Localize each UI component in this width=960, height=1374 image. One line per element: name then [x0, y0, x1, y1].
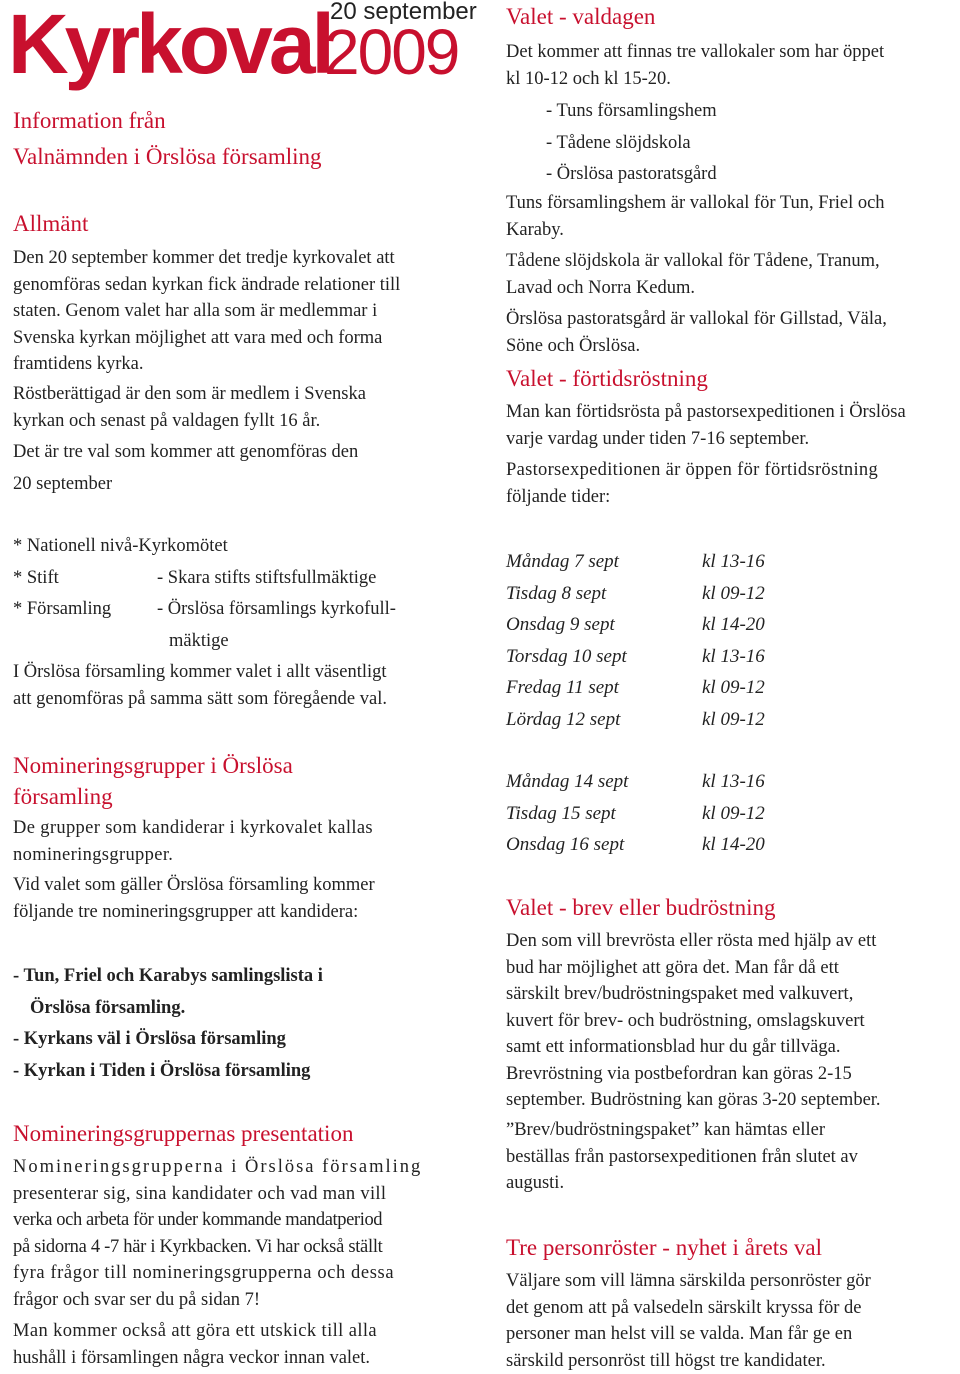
info-heading: Information från	[13, 108, 166, 133]
fortid-paragraph-1: Man kan förtidsrösta på pastorsexpeditionen i Örslösa varje vardag under tiden 7-16 september.	[506, 402, 906, 449]
level-row: * Stift - Skara stifts stiftsfullmäktige	[13, 567, 377, 588]
brev-heading: Valet - brev eller budröstning	[506, 895, 776, 920]
logo-word: Kyrkoval	[8, 0, 331, 91]
table-row: Onsdag 16 sept kl 14-20	[506, 834, 765, 855]
list-item: - Tuns församlingshem	[546, 101, 717, 121]
list-item: - Kyrkans väl i Örslösa församling	[13, 1029, 286, 1049]
table-row: Torsdag 10 sept kl 13-16	[506, 645, 765, 667]
pres-heading: Nomineringsgruppernas presentation	[13, 1121, 354, 1146]
valdagen-intro: Det kommer att finnas tre vallokaler som har öppet kl 10-12 och kl 15-20.	[506, 42, 885, 89]
table-row: Tisdag 15 sept kl 09-12	[506, 802, 765, 824]
levels-list: * Nationell nivå-Kyrkomötet * Stift - Skara stifts stiftsfullmäktige * Församling - Örslösa församlings kyrkofull- mäktige	[13, 533, 229, 654]
list-item: Örslösa församling.	[30, 997, 186, 1018]
valdagen-tadene: Tådene slöjdskola är vallokal för Tådene, Tranum, Lavad och Norra Kedum.	[506, 251, 880, 298]
schedule-week-1	[506, 546, 765, 735]
list-item: - Örslösa pastoratsgård	[546, 164, 717, 184]
list-item: - Kyrkan i Tiden i Örslösa församling	[13, 1060, 311, 1081]
allmant-heading: Allmänt	[13, 211, 89, 236]
brev-paragraph-2: ”Brev/budröstningspaket” kan hämtas eller beställas från pastorsexpeditionen från slutet av augusti.	[506, 1120, 858, 1193]
logo	[0, 0, 480, 95]
level-row: * Församling - Örslösa församlings kyrkofull-	[13, 599, 396, 619]
table-row: Tisdag 8 sept kl 09-12	[506, 582, 765, 604]
table-row: Fredag 11 sept kl 09-12	[506, 677, 765, 698]
table-row: Lördag 12 sept kl 09-12	[506, 708, 765, 730]
pres-paragraph-2: Man kommer också att göra ett utskick till alla hushåll i församlingen några veckor innan valet.	[13, 1321, 378, 1368]
allmant-paragraph-3: Det är tre val som kommer att genomföras den 20 september	[13, 442, 359, 494]
level-row: * Nationell nivå-Kyrkomötet	[13, 536, 228, 556]
person-heading: Tre personröster - nyhet i årets val	[506, 1235, 822, 1260]
allmant-paragraph-1: Den 20 september kommer det tredje kyrkovalet att genomföras sedan kyrkan fick ändrade relationer till staten. Genom valet har alla som är medlemmar i Svenska kyrkan möjlighet att vara med och forma framtidens kyrka.	[13, 248, 401, 374]
nom-groups-list	[13, 961, 323, 1087]
valdagen-tun: Tuns församlingshem är vallokal för Tun, Friel och Karaby.	[506, 193, 885, 240]
valdagen-orslosa: Örslösa pastoratsgård är vallokal för Gillstad, Väla, Söne och Örslösa.	[506, 309, 887, 356]
pres-paragraph-1: Nomineringsgrupperna i Örslösa församling presenterar sig, sina kandidater och vad man vill verka och arbeta för under kommande mandatperiod på sidorna 4 -7 här i Kyrkbacken. Vi har också ställt fyra frågor till nomineringsgrupperna och dessa frågor och svar ser du på sidan 7!	[13, 1157, 423, 1310]
schedule-week-2	[506, 766, 765, 861]
info-heading-line2: Valnämnden i Örslösa församling	[13, 144, 322, 169]
logo-date: 20 september	[330, 0, 477, 25]
table-row: Måndag 14 sept kl 13-16	[506, 771, 765, 792]
nom-heading: Nomineringsgrupper i Örslösa församling	[13, 753, 293, 809]
table-row: Onsdag 9 sept kl 14-20	[506, 614, 765, 635]
list-item: - Tådene slöjdskola	[546, 132, 691, 153]
allmant-paragraph-2: Röstberättigad är den som är medlem i Svenska kyrkan och senast på valdagen fyllt 16 år.	[13, 384, 366, 431]
fortid-heading: Valet - förtidsröstning	[506, 366, 708, 391]
nom-paragraph-2: Vid valet som gäller Örslösa församling kommer följande tre nomineringsgrupper att kandidera:	[13, 875, 375, 922]
logo-year: 2009	[324, 16, 459, 88]
allmant-paragraph-4: I Örslösa församling kommer valet i allt väsentligt att genomföras på samma sätt som föregående val.	[13, 662, 387, 709]
fortid-paragraph-2: Pastorsexpeditionen är öppen för förtidsröstning följande tider:	[506, 460, 878, 507]
nom-paragraph-1: De grupper som kandiderar i kyrkovalet kallas nomineringsgrupper.	[13, 818, 373, 865]
table-row: Måndag 7 sept kl 13-16	[506, 551, 765, 572]
valdagen-heading: Valet - valdagen	[506, 4, 656, 29]
person-paragraph-1: Väljare som vill lämna särskilda personröster gör det genom att på valsedeln särskilt kryssa för de personer man helst vill se valda. Man får ge en särskild personröst till högst tre kandidater.	[506, 1271, 871, 1371]
list-item: - Tun, Friel och Karabys samlingslista i	[13, 966, 323, 986]
valdagen-places	[546, 96, 717, 191]
brev-paragraph-1: Den som vill brevrösta eller rösta med hjälp av ett bud har möjlighet att göra det. Man får då ett särskilt brev/budröstningspaket med valkuvert, kuvert för brev- och budröstning, omslagskuvert samt ett informationsblad hur du går tillväga. Brevröstning via postbefordran kan göras 2-15 september. Budröstning kan göras 3-20 september.	[506, 931, 881, 1110]
